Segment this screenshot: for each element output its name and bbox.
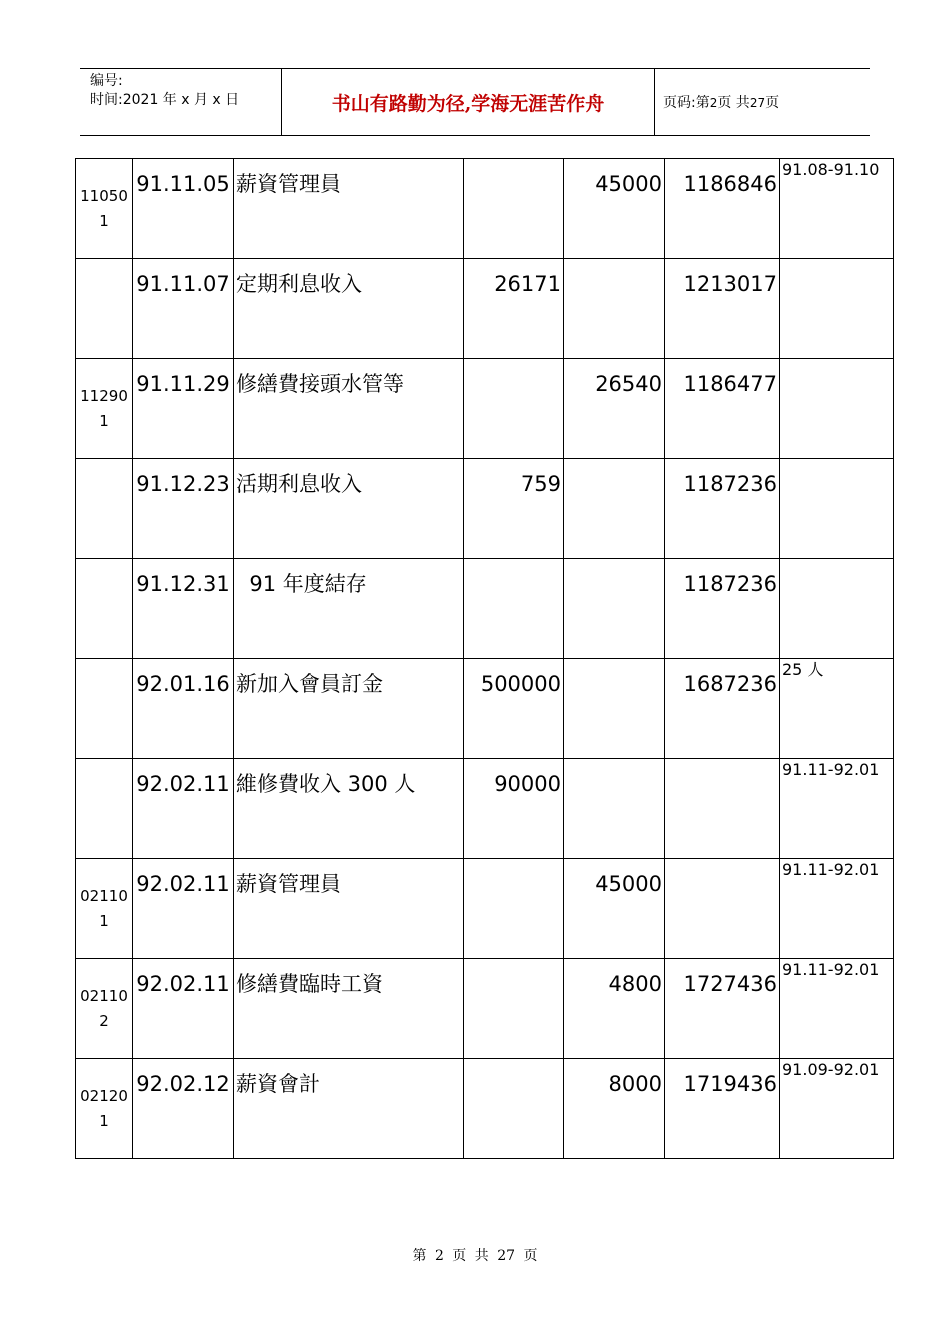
table-row: [76, 1059, 894, 1159]
income-cell: 759: [464, 459, 564, 559]
header-divider-left: [281, 69, 282, 136]
balance-cell: 1727436: [665, 959, 780, 1059]
table-row: [76, 159, 894, 259]
balance-cell: 1187236: [665, 459, 780, 559]
voucher-code-cell: 021101: [76, 859, 133, 959]
note-cell: 91.11-92.01: [780, 859, 894, 959]
note-cell: 91.09-92.01: [780, 1059, 894, 1159]
description-cell: 薪資會計: [234, 1059, 464, 1159]
table-row: [76, 559, 894, 659]
date-cell: 91.12.23: [133, 459, 234, 559]
note-cell: 91.11-92.01: [780, 759, 894, 859]
table-row: [76, 659, 894, 759]
income-cell: 26171: [464, 259, 564, 359]
header-page-indicator: [663, 94, 779, 113]
income-cell: [464, 959, 564, 1059]
ledger-body: [76, 159, 894, 1159]
expense-cell: 26540: [564, 359, 665, 459]
income-cell: [464, 1059, 564, 1159]
table-row: [76, 859, 894, 959]
expense-cell: [564, 459, 665, 559]
description-cell: 91 年度結存: [234, 559, 464, 659]
income-cell: [464, 859, 564, 959]
header-meta: [90, 72, 239, 110]
page-current: 2: [709, 96, 718, 110]
header-top-rule: [80, 68, 870, 69]
description-cell: 新加入會員訂金: [234, 659, 464, 759]
page-prefix: 页码:第: [663, 95, 710, 111]
voucher-code-cell: [76, 759, 133, 859]
expense-cell: 8000: [564, 1059, 665, 1159]
page-middle: 页 共: [717, 95, 750, 111]
date-cell: 92.01.16: [133, 659, 234, 759]
balance-cell: [665, 759, 780, 859]
description-cell: 薪資管理員: [234, 159, 464, 259]
ledger-table: [75, 158, 894, 1159]
description-cell: 活期利息收入: [234, 459, 464, 559]
note-cell: 25 人: [780, 659, 894, 759]
income-cell: 500000: [464, 659, 564, 759]
voucher-code-cell: 112901: [76, 359, 133, 459]
expense-cell: [564, 759, 665, 859]
footer-page-number: 第 2 页 共 27 页: [412, 1248, 538, 1264]
expense-cell: 45000: [564, 859, 665, 959]
note-cell: [780, 259, 894, 359]
date-cell: 91.11.07: [133, 259, 234, 359]
note-cell: [780, 359, 894, 459]
document-time-label: 时间:2021 年 x 月 x 日: [90, 92, 240, 108]
note-cell: 91.11-92.01: [780, 959, 894, 1059]
income-cell: 90000: [464, 759, 564, 859]
date-cell: 91.11.05: [133, 159, 234, 259]
table-row: [76, 359, 894, 459]
table-row: [76, 259, 894, 359]
date-cell: 92.02.11: [133, 759, 234, 859]
balance-cell: 1187236: [665, 559, 780, 659]
income-cell: [464, 359, 564, 459]
balance-cell: [665, 859, 780, 959]
page-suffix: 页: [765, 95, 780, 111]
voucher-code-cell: [76, 259, 133, 359]
balance-cell: 1719436: [665, 1059, 780, 1159]
expense-cell: [564, 559, 665, 659]
expense-cell: 4800: [564, 959, 665, 1059]
voucher-code-cell: 021102: [76, 959, 133, 1059]
description-cell: 薪資管理員: [234, 859, 464, 959]
page-total: 27: [749, 96, 766, 110]
date-cell: 91.12.31: [133, 559, 234, 659]
description-cell: 維修費收入 300 人: [234, 759, 464, 859]
table-row: [76, 459, 894, 559]
balance-cell: 1687236: [665, 659, 780, 759]
date-cell: 92.02.12: [133, 1059, 234, 1159]
expense-cell: [564, 259, 665, 359]
table-row: [76, 759, 894, 859]
header-bottom-rule: [80, 135, 870, 136]
description-cell: 修繕費接頭水管等: [234, 359, 464, 459]
balance-cell: 1186477: [665, 359, 780, 459]
date-cell: 92.02.11: [133, 859, 234, 959]
document-number-label: 编号:: [90, 73, 123, 89]
voucher-code-cell: 021201: [76, 1059, 133, 1159]
balance-cell: 1213017: [665, 259, 780, 359]
description-cell: 定期利息收入: [234, 259, 464, 359]
description-cell: 修繕費臨時工資: [234, 959, 464, 1059]
note-cell: 91.08-91.10: [780, 159, 894, 259]
voucher-code-cell: [76, 559, 133, 659]
date-cell: 92.02.11: [133, 959, 234, 1059]
expense-cell: [564, 659, 665, 759]
voucher-code-cell: 110501: [76, 159, 133, 259]
header-divider-right: [654, 69, 655, 136]
note-cell: [780, 559, 894, 659]
voucher-code-cell: [76, 459, 133, 559]
voucher-code-cell: [76, 659, 133, 759]
table-row: [76, 959, 894, 1059]
balance-cell: 1186846: [665, 159, 780, 259]
income-cell: [464, 559, 564, 659]
note-cell: [780, 459, 894, 559]
income-cell: [464, 159, 564, 259]
header-motto: 书山有路勤为径,学海无涯苦作舟: [331, 93, 605, 115]
date-cell: 91.11.29: [133, 359, 234, 459]
expense-cell: 45000: [564, 159, 665, 259]
